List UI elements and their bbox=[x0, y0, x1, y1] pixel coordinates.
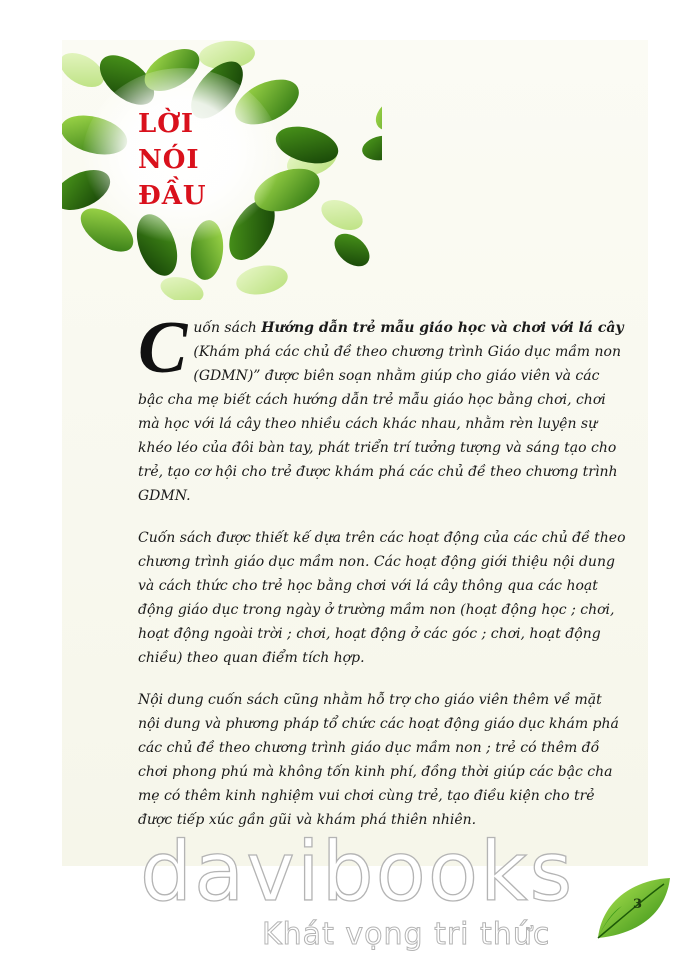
leaf-cluster-illustration bbox=[62, 40, 382, 300]
page-number: 3 bbox=[633, 897, 643, 912]
page-title bbox=[138, 106, 207, 214]
paragraph-1 bbox=[138, 307, 628, 508]
book-title: Hướng dẫn trẻ mẫu giáo học và chơi với lá cây bbox=[261, 320, 624, 336]
paragraph-3: Nội dung cuốn sách cũng nhằm hỗ trợ cho giáo viên thêm về mặt nội dung và phương pháp tổ chức các hoạt động giáo dục khám phá các chủ đề theo chương trình giáo dục mầm non ; trẻ có thêm đồ chơi phong phú mà không tốn kinh phí, đồng thời giúp các bậc cha mẹ có thêm kinh nghiệm vui chơi cùng trẻ, tạo điều kiện cho trẻ được tiếp xúc gần gũi và khám phá thiên nhiên. bbox=[138, 692, 619, 828]
title-line-2: NÓI bbox=[138, 145, 200, 175]
watermark-tagline: Khát vọng tri thức bbox=[262, 917, 551, 952]
title-line-1: LỜI bbox=[138, 109, 195, 139]
paragraph-1-rest: (Khám phá các chủ đề theo chương trình Giáo dục mầm non (GDMN)” được biên soạn nhằm giúp cho giáo viên và các bậc cha mẹ biết cách hướng dẫn trẻ mẫu giáo học bằng chơi, chơi mà học với lá cây theo nhiều cách khác nhau, nhằm rèn luyện sự khéo léo của đôi bàn tay, phát triển trí tưởng tượng và sáng tạo cho trẻ, tạo cơ hội cho trẻ được khám phá các chủ đề theo chương trình GDMN. bbox=[138, 344, 621, 504]
title-line-3: ĐẦU bbox=[138, 181, 207, 211]
preface-body bbox=[138, 307, 628, 850]
drop-cap: C bbox=[138, 307, 188, 389]
watermark-brand: davibooks bbox=[140, 825, 575, 920]
paragraph-1-lead: uốn sách bbox=[193, 320, 262, 336]
paragraph-2: Cuốn sách được thiết kế dựa trên các hoạt động của các chủ đề theo chương trình giáo dục mầm non. Các hoạt động giới thiệu nội dung và cách thức cho trẻ học bằng chơi với lá cây thông qua các hoạt động giáo dục trong ngày ở trường mầm non (hoạt động học ; chơi, hoạt động ngoài trời ; chơi, hoạt động ở các góc ; chơi, hoạt động chiều) theo quan điểm tích hợp. bbox=[138, 530, 626, 666]
